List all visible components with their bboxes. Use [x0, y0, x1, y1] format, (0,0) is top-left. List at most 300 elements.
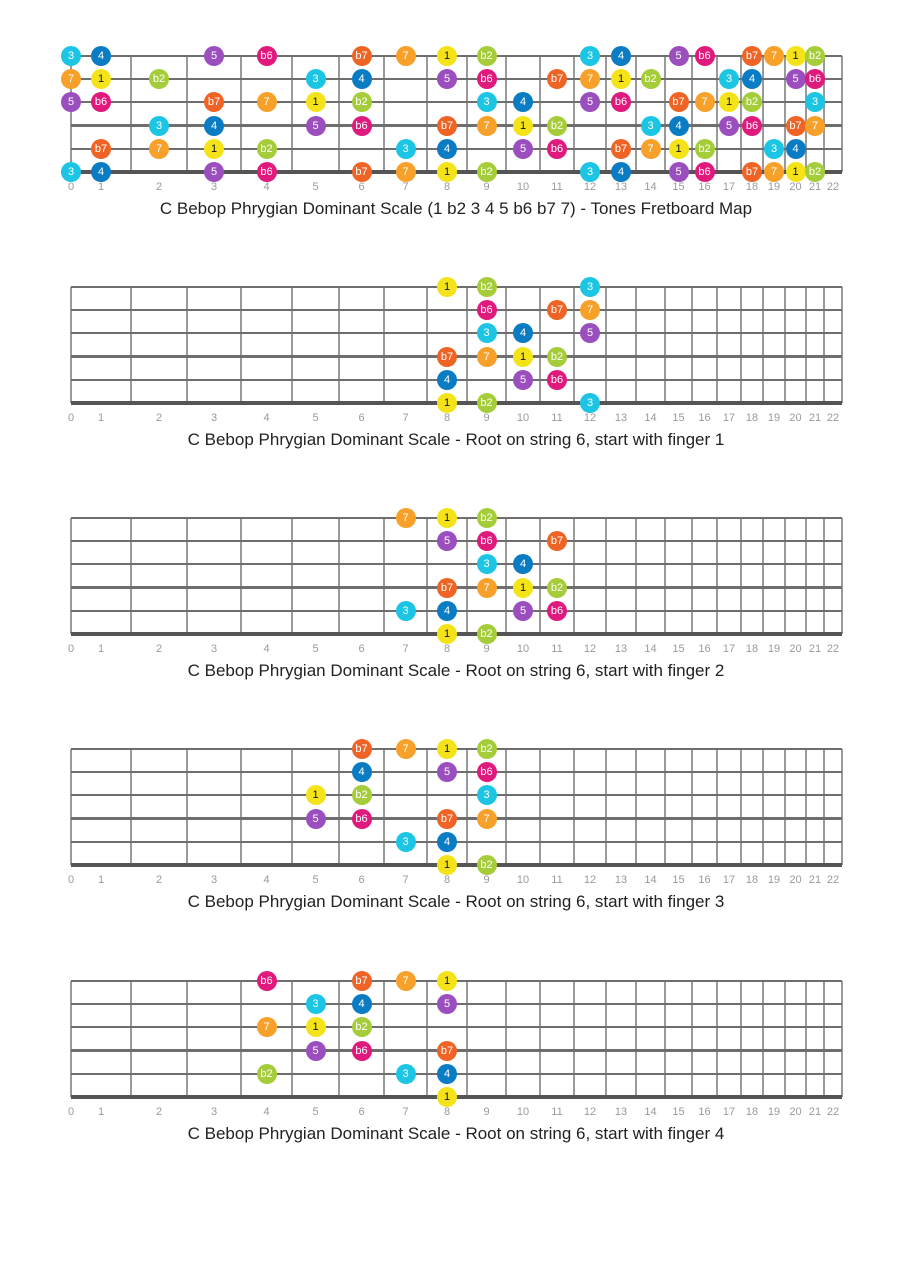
note-dot: 1 [786, 162, 806, 182]
note-dot: 3 [396, 1064, 416, 1084]
note-dot: 4 [786, 139, 806, 159]
fret-number-label: 6 [358, 181, 365, 193]
fret-number-label: 3 [210, 181, 218, 193]
fret-line [762, 749, 764, 865]
note-dot: 1 [669, 139, 689, 159]
fret-line [691, 287, 693, 403]
note-dot: 1 [513, 578, 533, 598]
fret-line [338, 518, 340, 634]
note-dot: 7 [805, 116, 825, 136]
fret-line [338, 749, 340, 865]
fret-number-label: 9 [483, 412, 490, 424]
note-dot: 5 [719, 116, 739, 136]
fret-number-label: 11 [551, 874, 563, 886]
note-dot: b2 [257, 139, 277, 159]
note-dot: 1 [437, 508, 457, 528]
note-dot: b2 [805, 46, 825, 66]
fret-line [466, 287, 468, 403]
fret-number-label: 10 [516, 412, 530, 424]
fret-number-label: 9 [483, 181, 490, 193]
note-dot: 4 [513, 92, 533, 112]
fret-number-label: 2 [155, 181, 163, 193]
note-dot: b6 [477, 300, 497, 320]
fret-line [716, 518, 718, 634]
fret-line [664, 287, 666, 403]
fret-line [539, 518, 541, 634]
fret-line [466, 518, 468, 634]
note-dot: b7 [352, 46, 372, 66]
fret-line [186, 981, 188, 1097]
note-dot: b6 [477, 531, 497, 551]
fret-number-label: 19 [767, 643, 781, 655]
fret-line [841, 749, 843, 865]
fret-line [383, 749, 385, 865]
note-dot: 3 [306, 994, 326, 1014]
fret-line [841, 287, 843, 403]
fret-line [664, 981, 666, 1097]
fret-number-label: 12 [583, 412, 597, 424]
fret-line [605, 287, 607, 403]
note-dot: 5 [437, 69, 457, 89]
fret-number-label: 16 [698, 874, 711, 886]
note-dot: 7 [149, 139, 169, 159]
fret-line [635, 981, 637, 1097]
note-dot: 5 [513, 139, 533, 159]
fret-number-label: 5 [312, 874, 319, 886]
note-dot: b2 [477, 162, 497, 182]
diagram-caption: C Bebop Phrygian Dominant Scale - Root on string 6, start with finger 2 [187, 661, 725, 680]
note-dot: 5 [204, 46, 224, 66]
note-dot: 7 [641, 139, 661, 159]
fret-number-label: 5 [312, 181, 319, 193]
fret-number-label: 4 [263, 1106, 270, 1118]
fret-line [635, 287, 637, 403]
note-dot: 3 [580, 162, 600, 182]
fret-line [240, 981, 242, 1097]
fret-line [130, 749, 132, 865]
fret-line [635, 518, 637, 634]
fret-line [691, 749, 693, 865]
fret-line [573, 518, 575, 634]
fret-number-label: 17 [722, 874, 736, 886]
fret-number-label: 18 [745, 643, 759, 655]
fret-line [130, 981, 132, 1097]
fret-line [784, 749, 786, 865]
fret-number-label: 15 [672, 1106, 685, 1118]
note-dot: 4 [352, 994, 372, 1014]
fret-number-label: 7 [402, 1106, 409, 1118]
fret-line [740, 56, 742, 172]
note-dot: 1 [91, 69, 111, 89]
note-dot: b2 [477, 624, 497, 644]
fret-number-label: 15 [672, 412, 685, 424]
fret-number-label: 10 [516, 643, 530, 655]
fret-line [426, 56, 428, 172]
fret-line [186, 518, 188, 634]
fret-line [240, 287, 242, 403]
fret-number-label: 20 [789, 874, 802, 886]
note-dot: b7 [742, 162, 762, 182]
note-dot: 4 [437, 1064, 457, 1084]
fret-number-label: 6 [358, 643, 365, 655]
note-dot: b2 [547, 347, 567, 367]
note-dot: 3 [580, 393, 600, 413]
fret-number-label: 6 [358, 1106, 365, 1118]
fret-number-label: 1 [97, 874, 105, 886]
fret-line [466, 56, 468, 172]
fret-line [762, 56, 764, 172]
note-dot: 7 [477, 116, 497, 136]
note-dot: 3 [580, 277, 600, 297]
note-dot: 5 [306, 116, 326, 136]
note-dot: 1 [204, 139, 224, 159]
fret-line [383, 56, 385, 172]
note-dot: 3 [396, 139, 416, 159]
note-dot: 3 [764, 139, 784, 159]
fret-number-label: 4 [263, 643, 270, 655]
fret-number-label: 2 [155, 874, 163, 886]
fret-number-label: 1 [97, 1106, 105, 1118]
fret-line [291, 287, 293, 403]
note-dot: 1 [437, 393, 457, 413]
note-dot: b7 [352, 162, 372, 182]
diagram-caption: C Bebop Phrygian Dominant Scale - Root on string 6, start with finger 3 [187, 892, 725, 911]
fret-line [426, 287, 428, 403]
note-dot: b7 [352, 971, 372, 991]
note-dot: 1 [306, 92, 326, 112]
fret-number-label: 6 [358, 874, 365, 886]
fret-line [539, 56, 541, 172]
fret-line [338, 981, 340, 1097]
note-dot: b6 [257, 971, 277, 991]
fret-line [505, 287, 507, 403]
note-dot: 4 [352, 762, 372, 782]
fret-line [186, 749, 188, 865]
note-dot: 3 [477, 92, 497, 112]
note-dot: 5 [669, 46, 689, 66]
fret-line [291, 749, 293, 865]
note-dot: 4 [437, 832, 457, 852]
fret-line [338, 56, 340, 172]
fret-number-label: 0 [67, 643, 75, 655]
note-dot: 7 [580, 300, 600, 320]
fret-line [605, 981, 607, 1097]
note-dot: 4 [611, 162, 631, 182]
fret-line [426, 518, 428, 634]
note-dot: 3 [805, 92, 825, 112]
fret-number-label: 17 [722, 643, 736, 655]
note-dot: b2 [352, 785, 372, 805]
note-dot: b2 [477, 855, 497, 875]
fret-line [740, 981, 742, 1097]
note-dot: 4 [742, 69, 762, 89]
fret-number-label: 19 [767, 181, 781, 193]
note-dot: b2 [742, 92, 762, 112]
fret-number-label: 20 [789, 643, 802, 655]
note-dot: 7 [396, 739, 416, 759]
note-dot: b2 [805, 162, 825, 182]
note-dot: 7 [61, 69, 81, 89]
fret-number-label: 14 [644, 874, 657, 886]
fret-line [573, 981, 575, 1097]
fret-number-label: 4 [263, 181, 270, 193]
note-dot: 7 [477, 347, 497, 367]
fret-line [823, 518, 825, 634]
note-dot: 5 [306, 1041, 326, 1061]
fret-number-label: 11 [551, 412, 563, 424]
fret-number-label: 0 [67, 412, 75, 424]
note-dot: b7 [547, 531, 567, 551]
fret-line [762, 981, 764, 1097]
fret-line [383, 981, 385, 1097]
note-dot: 7 [396, 162, 416, 182]
note-dot: 1 [513, 347, 533, 367]
fret-number-label: 12 [583, 181, 597, 193]
fret-number-label: 14 [644, 1106, 657, 1118]
note-dot: 3 [61, 162, 81, 182]
fret-number-label: 13 [614, 181, 628, 193]
fret-number-label: 10 [516, 1106, 530, 1118]
fret-number-label: 22 [826, 412, 840, 424]
note-dot: 7 [396, 971, 416, 991]
note-dot: 5 [437, 994, 457, 1014]
note-dot: b6 [352, 116, 372, 136]
fret-line [573, 287, 575, 403]
fret-number-label: 22 [826, 874, 840, 886]
fret-line [573, 56, 575, 172]
fret-number-label: 0 [67, 181, 75, 193]
note-dot: 7 [764, 46, 784, 66]
fret-line [740, 518, 742, 634]
note-dot: 3 [61, 46, 81, 66]
note-dot: 7 [396, 46, 416, 66]
fret-line [466, 981, 468, 1097]
note-dot: 4 [669, 116, 689, 136]
note-dot: b7 [204, 92, 224, 112]
fret-number-label: 15 [672, 181, 685, 193]
note-dot: 1 [437, 739, 457, 759]
fret-line [605, 518, 607, 634]
fret-line [240, 56, 242, 172]
fret-number-label: 19 [767, 874, 781, 886]
note-dot: 7 [477, 578, 497, 598]
fret-number-label: 5 [312, 643, 319, 655]
fret-line [841, 518, 843, 634]
fret-line [805, 287, 807, 403]
fret-line [716, 981, 718, 1097]
fret-number-label: 1 [97, 412, 105, 424]
nut-line [70, 749, 72, 865]
note-dot: 4 [513, 554, 533, 574]
fret-number-label: 0 [67, 1106, 75, 1118]
note-dot: 7 [257, 92, 277, 112]
note-dot: b7 [437, 1041, 457, 1061]
fret-line [573, 749, 575, 865]
fret-line [823, 749, 825, 865]
fret-number-label: 21 [808, 181, 822, 193]
note-dot: b7 [437, 578, 457, 598]
fret-line [426, 981, 428, 1097]
fret-number-label: 4 [263, 874, 270, 886]
fret-line [740, 749, 742, 865]
note-dot: b6 [477, 762, 497, 782]
fret-line [716, 56, 718, 172]
fret-line [505, 56, 507, 172]
fret-line [240, 518, 242, 634]
fret-line [740, 287, 742, 403]
fret-line [691, 981, 693, 1097]
fret-number-label: 7 [402, 181, 409, 193]
fret-number-label: 8 [443, 1106, 451, 1118]
fret-line [691, 56, 693, 172]
note-dot: 5 [669, 162, 689, 182]
fret-line [291, 518, 293, 634]
note-dot: 7 [477, 809, 497, 829]
fret-number-label: 10 [516, 181, 530, 193]
note-dot: b6 [91, 92, 111, 112]
note-dot: b7 [437, 809, 457, 829]
note-dot: 3 [396, 832, 416, 852]
fret-line [291, 56, 293, 172]
diagram-caption: C Bebop Phrygian Dominant Scale (1 b2 3 4 5 b6 b7 7) - Tones Fretboard Map [159, 199, 753, 218]
fret-line [784, 518, 786, 634]
note-dot: 4 [437, 139, 457, 159]
fret-line [635, 749, 637, 865]
note-dot: b7 [352, 739, 372, 759]
fret-number-label: 13 [614, 1106, 628, 1118]
note-dot: b6 [695, 162, 715, 182]
fret-number-label: 13 [614, 412, 628, 424]
note-dot: 1 [719, 92, 739, 112]
note-dot: 5 [580, 323, 600, 343]
string-line [71, 332, 842, 334]
fret-number-label: 15 [672, 874, 685, 886]
fret-line [130, 287, 132, 403]
fret-number-label: 7 [402, 412, 409, 424]
fret-number-label: 20 [789, 1106, 802, 1118]
fret-number-label: 14 [644, 412, 657, 424]
note-dot: b2 [641, 69, 661, 89]
fret-line [664, 56, 666, 172]
fret-number-label: 11 [551, 181, 563, 193]
note-dot: 1 [437, 46, 457, 66]
fret-line [716, 287, 718, 403]
note-dot: b2 [477, 739, 497, 759]
fret-number-label: 8 [443, 643, 451, 655]
nut-line [70, 518, 72, 634]
string-line [71, 563, 842, 565]
fret-number-label: 14 [644, 181, 657, 193]
note-dot: 3 [149, 116, 169, 136]
string-line [71, 794, 842, 796]
note-dot: 5 [580, 92, 600, 112]
fret-line [539, 981, 541, 1097]
note-dot: 3 [306, 69, 326, 89]
fret-line [539, 287, 541, 403]
fret-line [805, 981, 807, 1097]
note-dot: b6 [611, 92, 631, 112]
note-dot: 4 [437, 601, 457, 621]
fret-number-label: 22 [826, 181, 840, 193]
note-dot: b6 [257, 46, 277, 66]
fret-line [691, 518, 693, 634]
note-dot: b6 [547, 370, 567, 390]
note-dot: 3 [477, 554, 497, 574]
note-dot: b7 [437, 116, 457, 136]
note-dot: 4 [611, 46, 631, 66]
note-dot: 7 [257, 1017, 277, 1037]
fret-number-label: 17 [722, 181, 736, 193]
fret-line [805, 518, 807, 634]
note-dot: b2 [477, 393, 497, 413]
note-dot: b2 [695, 139, 715, 159]
fret-number-label: 7 [402, 643, 409, 655]
fret-line [383, 287, 385, 403]
fret-line [716, 749, 718, 865]
fret-line [505, 518, 507, 634]
note-dot: b2 [477, 277, 497, 297]
fret-number-label: 16 [698, 1106, 711, 1118]
fret-line [605, 56, 607, 172]
note-dot: b7 [547, 69, 567, 89]
fret-number-label: 2 [155, 412, 163, 424]
fret-line [505, 749, 507, 865]
note-dot: 1 [306, 785, 326, 805]
fret-number-label: 6 [358, 412, 365, 424]
fret-number-label: 4 [263, 412, 270, 424]
fret-number-label: 12 [583, 643, 597, 655]
fret-number-label: 5 [312, 412, 319, 424]
fret-number-label: 11 [551, 643, 563, 655]
note-dot: b7 [437, 347, 457, 367]
fret-number-label: 9 [483, 874, 490, 886]
fret-line [784, 56, 786, 172]
note-dot: 5 [437, 531, 457, 551]
fret-number-label: 21 [808, 874, 822, 886]
fret-number-label: 3 [210, 643, 218, 655]
fret-number-label: 8 [443, 181, 451, 193]
fret-number-label: 18 [745, 181, 759, 193]
fret-number-label: 18 [745, 412, 759, 424]
note-dot: 3 [477, 785, 497, 805]
fret-number-label: 17 [722, 412, 736, 424]
note-dot: 1 [437, 162, 457, 182]
note-dot: 4 [352, 69, 372, 89]
note-dot: b6 [547, 601, 567, 621]
note-dot: 1 [437, 855, 457, 875]
note-dot: b7 [611, 139, 631, 159]
fret-line [466, 749, 468, 865]
fret-line [784, 981, 786, 1097]
string-line [71, 309, 842, 311]
note-dot: 7 [580, 69, 600, 89]
note-dot: 5 [513, 601, 533, 621]
note-dot: b6 [352, 809, 372, 829]
fret-number-label: 10 [516, 874, 530, 886]
note-dot: 3 [477, 323, 497, 343]
fret-number-label: 2 [155, 643, 163, 655]
note-dot: 5 [306, 809, 326, 829]
fret-number-label: 13 [614, 874, 628, 886]
fret-line [762, 287, 764, 403]
note-dot: b6 [695, 46, 715, 66]
fret-number-label: 21 [808, 412, 822, 424]
fret-number-label: 9 [483, 643, 490, 655]
fret-number-label: 9 [483, 1106, 490, 1118]
fret-number-label: 20 [789, 412, 802, 424]
note-dot: b6 [352, 1041, 372, 1061]
note-dot: 5 [61, 92, 81, 112]
